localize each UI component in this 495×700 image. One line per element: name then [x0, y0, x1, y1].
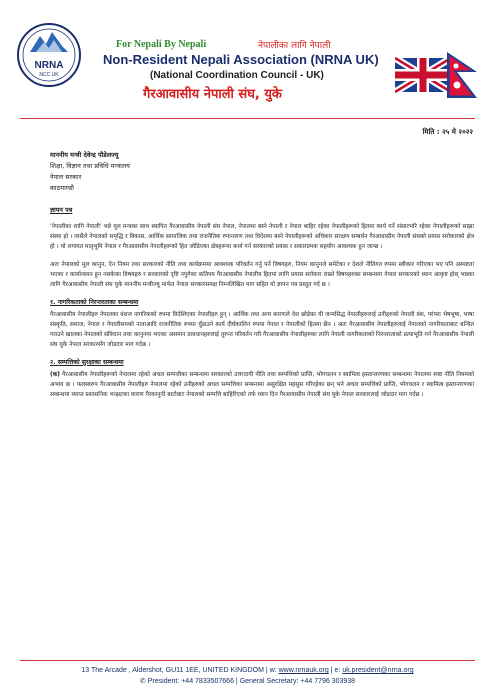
addressee-name: माननीय मन्त्री देवेन्द्र पौडेलज्यू	[50, 151, 119, 159]
footer-divider	[20, 660, 475, 661]
footer-president-phone: President: +44 7833507666	[147, 678, 234, 685]
logo-subtext: NCC UK	[39, 72, 59, 78]
letter-footer	[0, 665, 495, 687]
paragraph-property	[50, 370, 474, 400]
footer-email-link[interactable]: uk.president@nrna.org	[342, 667, 414, 674]
logo-text: NRNA	[34, 60, 64, 71]
addressee-government: नेपाल सरकार	[50, 173, 82, 181]
organization-name-nepali: गैरआवासीय नेपाली संघ, युके	[143, 87, 282, 102]
header-divider	[20, 118, 475, 119]
paragraph-intro: 'नेपालीका लागि नेपाली' भन्ने मूल मन्त्रका साथ स्थापित गैरआवासीय नेपाली संघ नेपाल, नेपालमा बस्ने नेपाली र नेपाल बाहिर रहेका नेपालीहरूको हितमा कार्य गर्ने संसारभरि रहेका नेपालीहरूको साझा संस्था हो । त्यसैले नेपालको समृद्धि र विकास, आर्थिक सामाजिक तथा राजनैतिक रुपान्तरण तथा विदेशमा बस्ने नेपालीहरूको अधिकार संरक्षण सम्बर्धन गैरआवासीय नेपाली संघको प्रयास सरोकारको क्षेत्र हो । यो लगायत मातृभूमि नेपाल र गैरआवासीय नेपालीहरूको हित जोडिएका क्षेत्रहरूमा कार्य गर्न सरकारको प्रयास र सकारात्मक सहयोग आवश्यक हुन जान्छ ।	[50, 224, 474, 250]
footer-contact-row: 13 The Arcade , Aldershot, GU11 1EE, UNITED KINGDOM | w: www.nrnauk.org | e: uk.president@nrna.org	[81, 667, 414, 674]
footer-email-label: e:	[334, 667, 341, 674]
flags-icon	[395, 52, 477, 98]
addressee-block	[50, 150, 130, 194]
paragraph-request: अतः नेपालको मूल कानुन, ऐन नियम तथा सरकारको नीति तथा कार्यक्रममा आवश्यक परिवर्तन गर्नु पर्ने विषयहरु, नियम कानुनले समेटेका र देशले नीतिगत रुपमा स्वीकार गरिएका भए पनि अस्पष्टता भएका र कार्यान्वयन हुन नसकेका विषयहरु र सरकारको दृष्टि नपुगेका कतिपय गैरआवासीय नेपालीय हितमा लागि प्रयास सरोकार राख्ने विषयहरुका सम्बन्धमा नेपाल सरकारको ध्यान आकृष्ट होस् भन्नका लागि गैरआवासीय नेपाली संघ युके माननीय मन्त्रीज्यू मार्फत नेपाल सरकारसमक्ष निम्नलिखित माग सहित यो ज्ञापन पत्र प्रस्तुत गर्द छ ।	[50, 262, 474, 288]
footer-web-label: w:	[269, 667, 277, 674]
paragraph-citizenship: गैरआवासीय नेपालीहरु नेपालका वंशज नागरिकको रुपमा विदेशिएका नेपालीहरु हुन् । आर्थिक तथा अन्य कारणले देश छोडेका यी जन्मसिद्ध नेपालीहरुलाई उनीहरुको नेपाली वंश, परंपरा भेषभूषा, भाषा संस्कृति, समाज, नेपाल र नेपालीसमको नाताआदि राजनीतिक रुपमा चुँडाउने कार्य दीर्घकालिन रुपमा नेपाल र नेपालीको हितमा छैन । अतः गैरआवासीय नेपालीहरुलाई नेपालको नागरिकताबाट बन्चित गराउने खालका नेपालको संविधान तथा कानुनमा भएका असमान प्रावधानहरुलाई तुरुन्त परिवर्तन गरी गैरआवासीय नेपालीहरुका लागि नेपाली नागरिकताको निरन्तरताको प्रत्याभूति गर्न गैरआवासीय नेपाली संघ युके नेपाल सरकारसँग जोडदार माग गर्दछ ।	[50, 312, 474, 348]
nrna-logo-icon	[16, 22, 82, 88]
letter-body	[50, 222, 474, 408]
organization-subtitle: (National Coordination Council - UK)	[150, 70, 324, 81]
footer-website-link[interactable]: www.nrnauk.org	[278, 667, 329, 674]
letter-date: मिति : २५ मे २०२२	[422, 128, 473, 136]
nepal-flag-icon	[447, 52, 477, 98]
phone-icon: ✆	[139, 678, 146, 685]
footer-phone-row: ✆ President: +44 7833507666 | General Secretary: +44 7796 303938	[139, 678, 356, 685]
letterhead	[0, 22, 495, 102]
addressee-ministry: शिक्षा, विज्ञान तथा प्रविधि मन्त्रालय	[50, 162, 130, 170]
letter-subject: ज्ञापन पत्र	[50, 206, 73, 214]
section-heading-citizenship: १. नागरिकताको निरन्तरताका सम्बन्धमा	[50, 299, 139, 306]
addressee-city: काठमाण्डौ	[50, 184, 74, 192]
tagline-nepali: नेपालीका लागि नेपाली	[258, 41, 331, 51]
section-heading-property: २. सम्पत्तिको सुरक्षाका सम्बन्धमा	[50, 359, 124, 366]
paragraph-property-lead: (क)	[50, 372, 60, 378]
footer-secretary-phone: General Secretary: +44 7796 303938	[239, 678, 356, 685]
tagline-english: For Nepali By Nepali	[116, 39, 207, 50]
paragraph-property-text: गैरआवासीय नेपालीहरूको नेपालमा रहेको अचल सम्पत्तीका सम्बन्धमा सरकारको उत्तरदायी नीति तथा सम्पत्तिको प्राप्ति, भोगचलन र स्वामित्व हस्तान्तरणका सम्बन्धमा नेपालमा स्पष्ट नीति नियमको अभाव छ । फलस्वरुप गैरआवासीय नेपालीहरु नेपालमा रहेको उनीहरुको अचल सम्पत्तिका सम्बन्धमा असुरक्षित महसुस गरिरहेका छन् भने अचल सम्पत्तिको प्राप्ति, भोगचलन र स्वामित्व हस्तान्तरणका सम्बन्धमा व्याप्त प्रशासनिक भन्झटका कारण गैरकानुनी बाटोबाट नेपालको सम्पत्ति बाहिरिएको तर्फ ध्यान दिन गैरआवासीय नेपाली संघ युके नेपाल सरकारलाई जोडदार माग गर्दछ ।	[50, 372, 474, 398]
organization-name: Non-Resident Nepali Association (NRNA UK)	[103, 52, 379, 67]
uk-flag-icon	[395, 58, 451, 92]
footer-address: 13 The Arcade , Aldershot, GU11 1EE, UNITED KINGDOM	[81, 667, 264, 674]
